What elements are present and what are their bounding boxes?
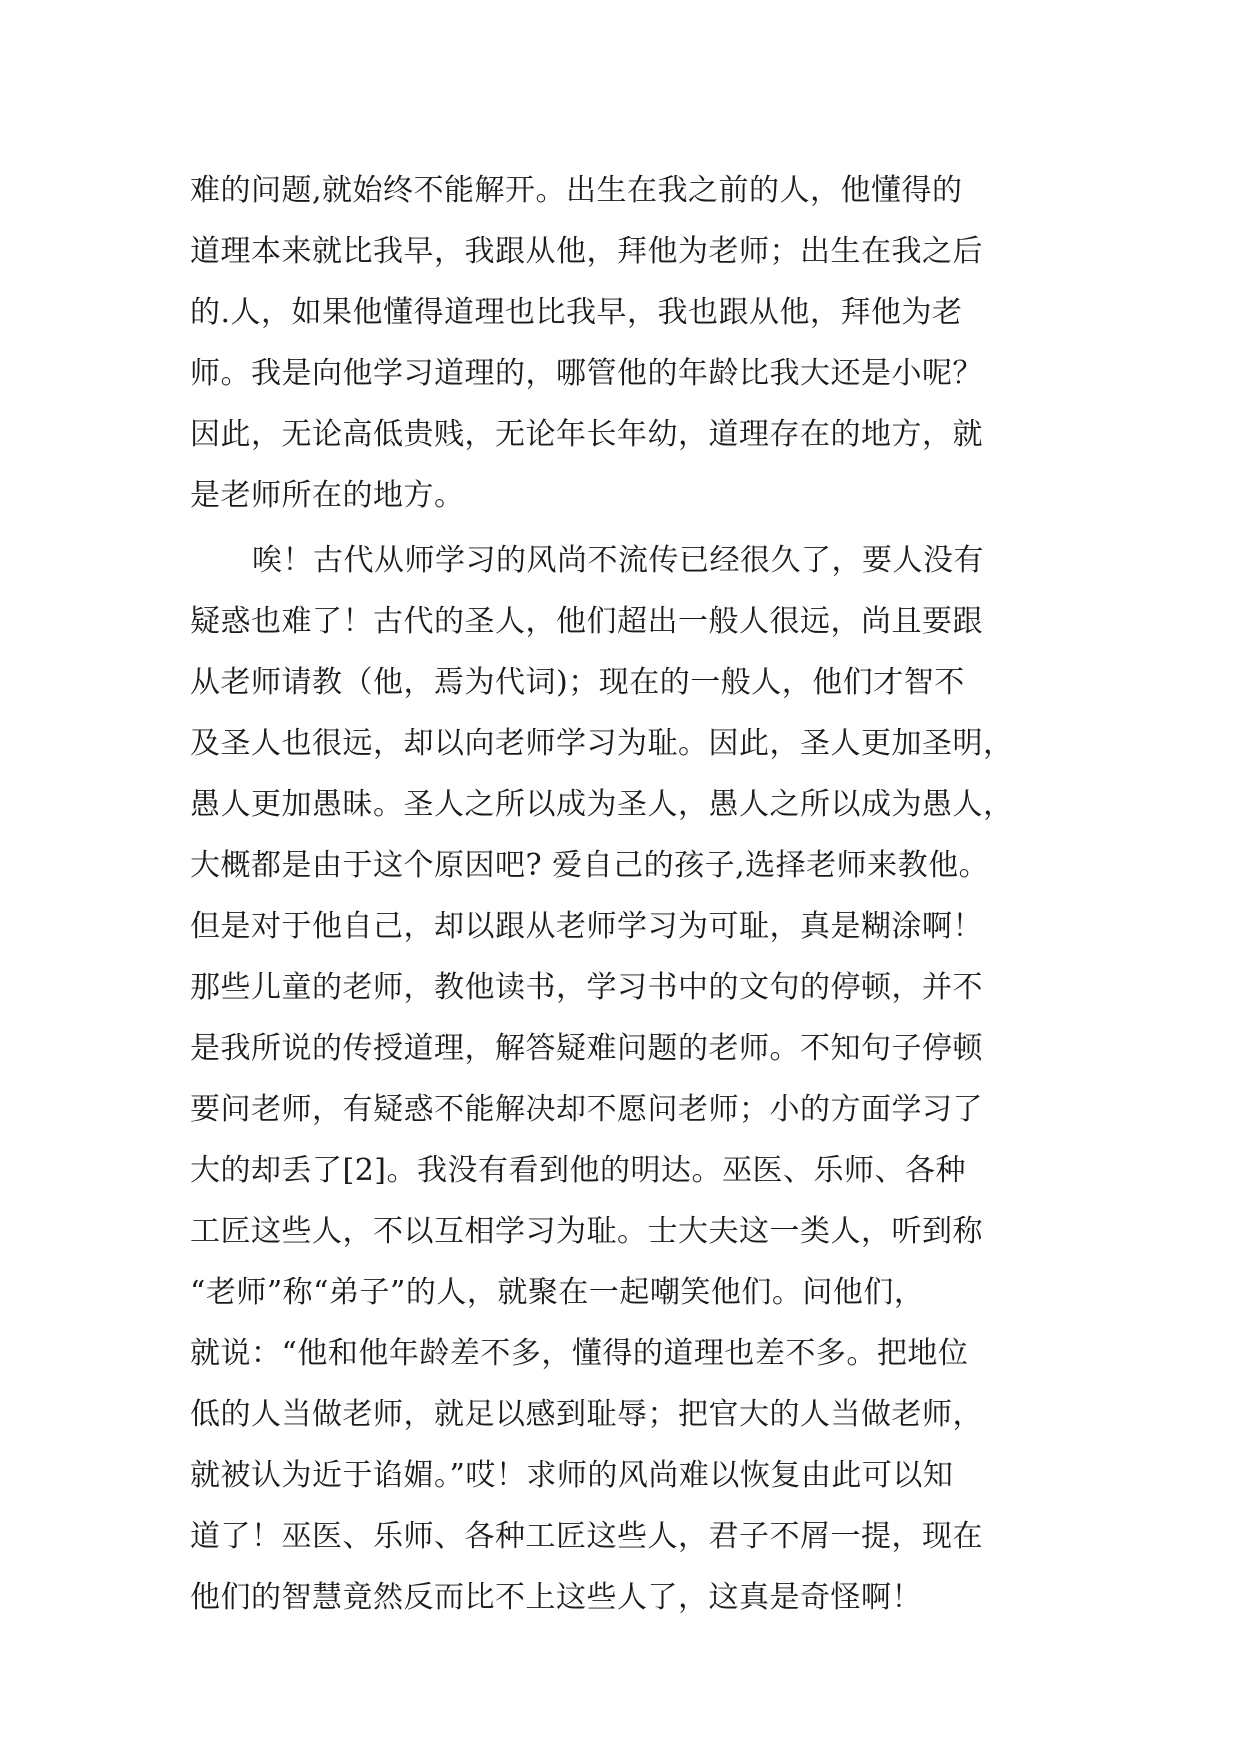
text-line: 低的人当做老师，就足以感到耻辱；把官大的人当做老师， — [190, 1397, 983, 1432]
text-line: 是老师所在的地方。 — [190, 478, 465, 513]
text-line: 的.人，如果他懂得道理也比我早，我也跟从他，拜他为老 — [190, 295, 963, 330]
text-line: 及圣人也很远，却以向老师学习为耻。因此，圣人更加圣明， — [190, 726, 1014, 761]
text-line: 就被认为近于谄媚。”哎！求师的风尚难以恢复由此可以知 — [190, 1458, 954, 1493]
text-line: 疑惑也难了！古代的圣人，他们超出一般人很远，尚且要跟 — [190, 604, 983, 639]
paragraph-1 — [190, 160, 1070, 526]
text-line: 要问老师，有疑惑不能解决却不愿问老师；小的方面学习了 — [190, 1092, 983, 1127]
text-line: 难的问题,就始终不能解开。出生在我之前的人，他懂得的 — [190, 173, 963, 208]
text-line: 愚人更加愚昧。圣人之所以成为圣人，愚人之所以成为愚人， — [190, 787, 1014, 822]
text-line: “老师”称“弟子”的人，就聚在一起嘲笑他们。问他们， — [190, 1275, 925, 1310]
text-line: 大的却丢了[2]。我没有看到他的明达。巫医、乐师、各种 — [190, 1153, 966, 1188]
text-line: 就说：“他和他年龄差不多，懂得的道理也差不多。把地位 — [190, 1336, 969, 1371]
text-line: 道了！巫医、乐师、各种工匠这些人，君子不屑一提，现在 — [190, 1519, 983, 1554]
text-line: 他们的智慧竟然反而比不上这些人了，这真是奇怪啊！ — [190, 1580, 922, 1615]
text-line: 那些儿童的老师，教他读书，学习书中的文句的停顿，并不 — [190, 970, 983, 1005]
text-line: 是我所说的传授道理，解答疑难问题的老师。不知句子停顿 — [190, 1031, 983, 1066]
text-line: 工匠这些人，不以互相学习为耻。士大夫这一类人，听到称 — [190, 1214, 983, 1249]
text-line-first: 唉！古代从师学习的风尚不流传已经很久了，要人没有 — [252, 543, 984, 578]
text-line: 因此，无论高低贵贱，无论年长年幼，道理存在的地方，就 — [190, 417, 983, 452]
text-line: 但是对于他自己，却以跟从老师学习为可耻，真是糊涂啊！ — [190, 909, 983, 944]
text-line: 道理本来就比我早，我跟从他，拜他为老师；出生在我之后 — [190, 234, 983, 269]
text-line: 大概都是由于这个原因吧? 爱自己的孩子,选择老师来教他。 — [190, 848, 990, 883]
text-line: 从老师请教（他，焉为代词)；现在的一般人，他们才智不 — [190, 665, 965, 700]
text-line: 师。我是向他学习道理的，哪管他的年龄比我大还是小呢？ — [190, 356, 983, 391]
document-body — [190, 160, 1070, 1628]
paragraph-2 — [190, 530, 1070, 1628]
